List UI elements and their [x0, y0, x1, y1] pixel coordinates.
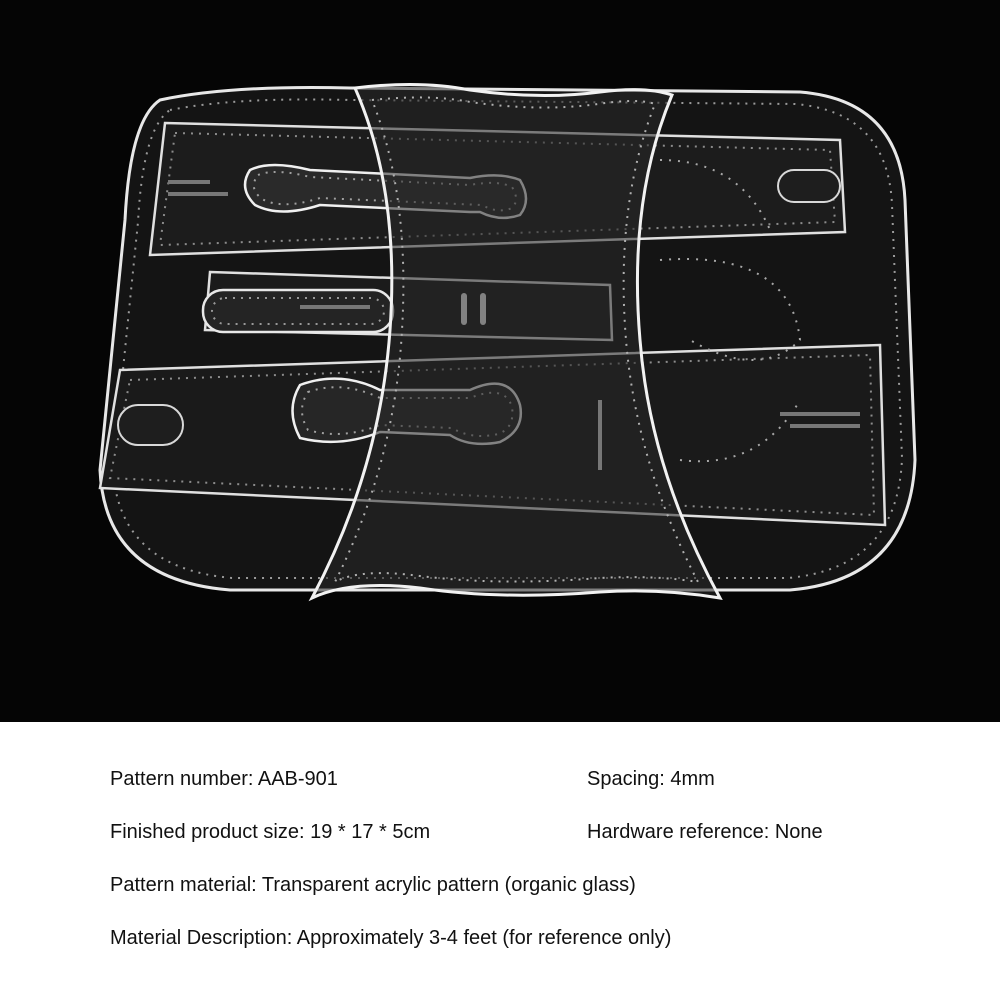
material-description-text: Material Description: Approximately 3-4 feet (for reference only): [110, 927, 672, 949]
slot-cutout-middle: [203, 290, 393, 332]
finished-size-text: Finished product size: 19 * 17 * 5cm: [110, 821, 431, 843]
slot-cutout-bottom-left: [118, 405, 183, 445]
hardware-reference-text: Hardware reference: None: [587, 821, 823, 843]
spacing-text: Spacing: 4mm: [587, 768, 715, 790]
slot-cutout-top-right: [778, 170, 840, 202]
pattern-material-text: Pattern material: Transparent acrylic pattern (organic glass): [110, 874, 636, 896]
pattern-number-text: Pattern number: AAB-901: [110, 768, 338, 790]
